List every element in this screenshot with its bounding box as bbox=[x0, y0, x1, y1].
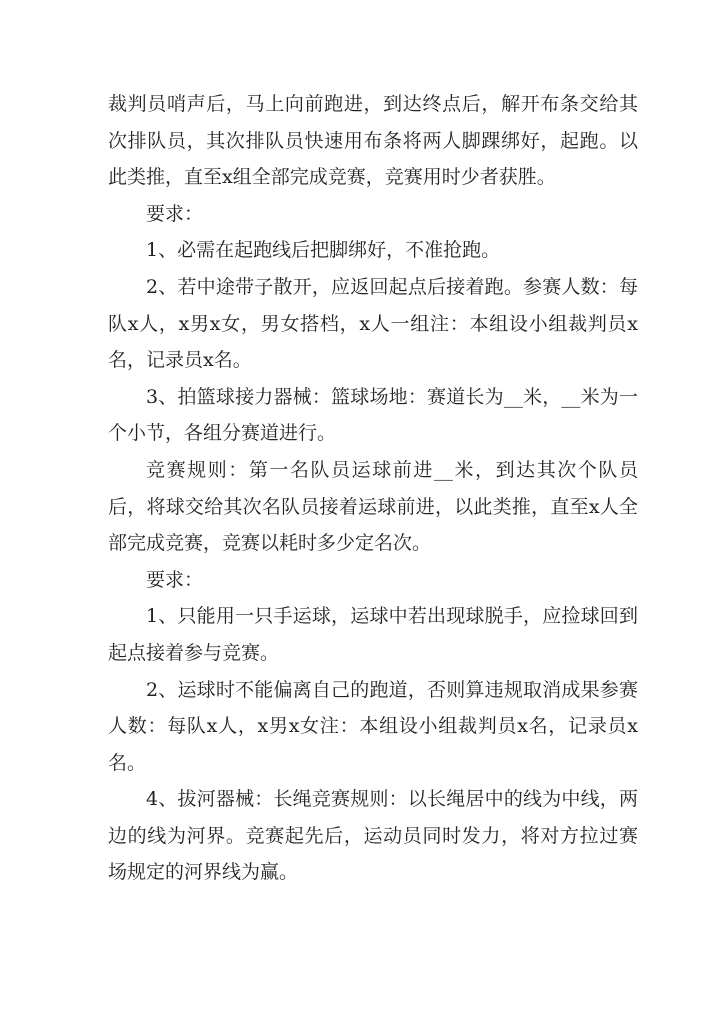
paragraph-dribble-rule-1: 1、只能用一只手运球，运球中若出现球脱手，应捡球回到起点接着参与竞赛。 bbox=[108, 605, 638, 664]
paragraph-tug-of-war: 4、拔河器械：长绳竞赛规则：以长绳居中的线为中线，两边的线为河界。竞赛起先后，运动员同时发力，将对方拉过赛场规定的河界线为赢。 bbox=[108, 788, 638, 884]
paragraph-requirements-heading-2: 要求： bbox=[146, 568, 204, 591]
paragraph-rule-2: 2、若中途带子散开，应返回起点后接着跑。参赛人数：每队x人，x男x女，男女搭档，x人一组注：本组设小组裁判员x名，记录员x名。 bbox=[108, 275, 638, 372]
document-body bbox=[108, 86, 638, 891]
paragraph-competition-rules: 竞赛规则：第一名队员运球前进__米，到达其次个队员后，将球交给其次名队员接着运球前进，以此类推，直至x人全部完成竞赛，竞赛以耗时多少定名次。 bbox=[108, 458, 638, 555]
paragraph-continuation: 裁判员哨声后，马上向前跑进，到达终点后，解开布条交给其次排队员，其次排队员快速用布条将两人脚踝绑好，起跑。以此类推，直至x组全部完成竞赛，竞赛用时少者获胜。 bbox=[108, 93, 638, 189]
paragraph-dribble-rule-2: 2、运球时不能偏离自己的跑道，否则算违规取消成果参赛人数：每队x人，x男x女注：本组设小组裁判员x名，记录员x名。 bbox=[108, 678, 638, 774]
paragraph-requirements-heading: 要求： bbox=[146, 202, 204, 225]
paragraph-basketball-relay: 3、拍篮球接力器械：篮球场地：赛道长为__米，__米为一个小节，各组分赛道进行。 bbox=[108, 385, 638, 445]
paragraph-rule-1: 1、必需在起跑线后把脚绑好，不准抢跑。 bbox=[146, 239, 501, 262]
